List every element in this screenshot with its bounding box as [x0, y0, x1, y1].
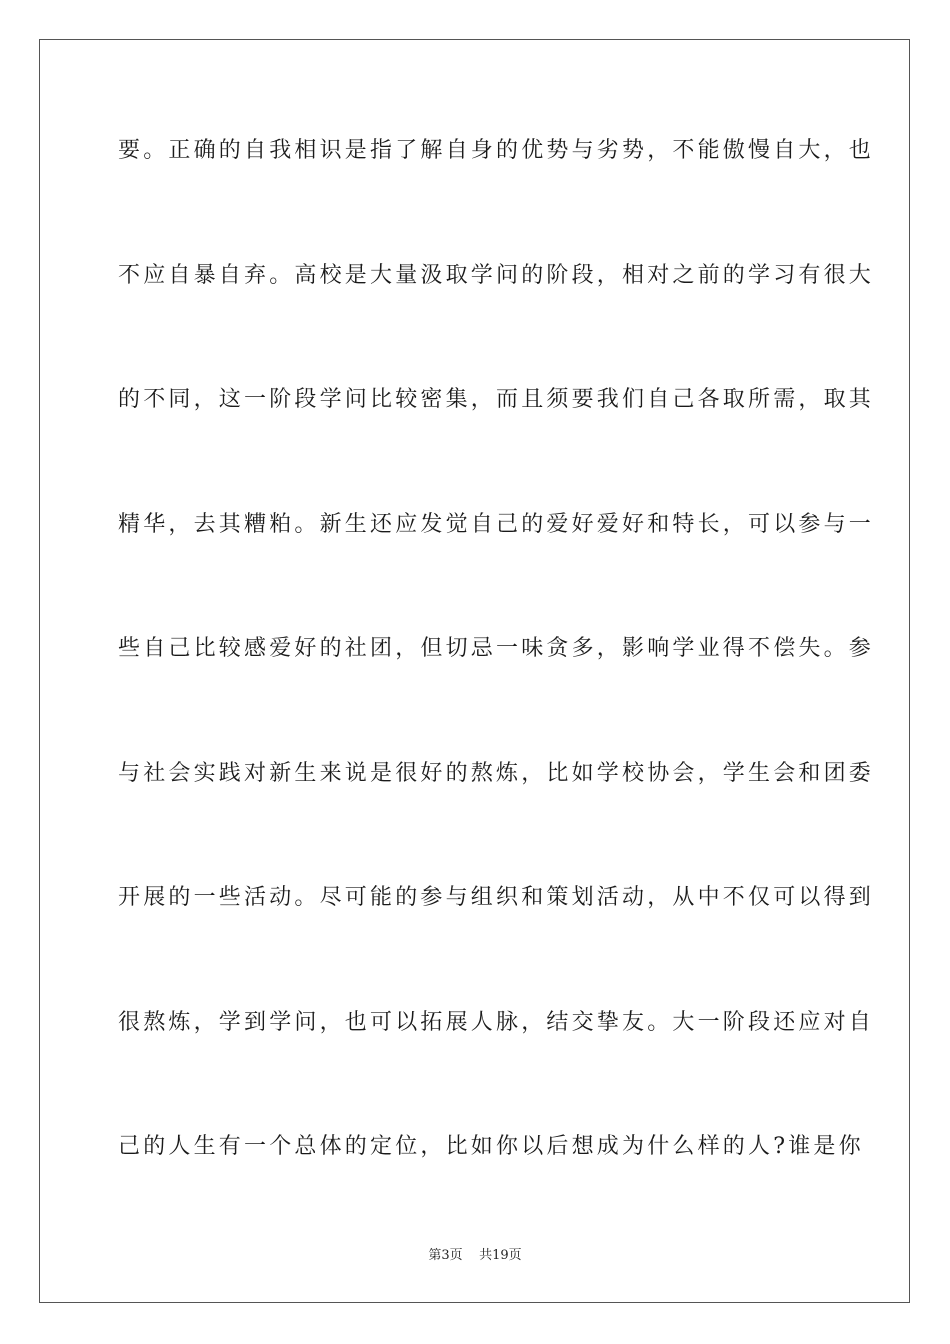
body-text-line-3: 的不同，这一阶段学问比较密集，而且须要我们自己各取所需，取其 — [118, 387, 875, 412]
body-text-line-2: 不应自暴自弃。高校是大量汲取学问的阶段，相对之前的学习有很大 — [118, 263, 875, 288]
body-text-line-7: 开展的一些活动。尽可能的参与组织和策划活动，从中不仅可以得到 — [118, 885, 875, 910]
body-text-line-4: 精华，去其糟粕。新生还应发觉自己的爱好爱好和特长，可以参与一 — [118, 512, 875, 537]
body-text-line-5: 些自己比较感爱好的社团，但切忌一味贪多，影响学业得不偿失。参 — [118, 636, 875, 661]
page-border — [39, 39, 910, 1303]
body-text-line-8: 很熬炼，学到学问，也可以拓展人脉，结交挚友。大一阶段还应对自 — [118, 1010, 875, 1035]
page-total: 共19页 — [479, 1248, 522, 1263]
body-text-line-6: 与社会实践对新生来说是很好的熬炼，比如学校协会，学生会和团委 — [118, 761, 875, 786]
body-text-line-9: 己的人生有一个总体的定位，比如你以后想成为什么样的人?谁是你 — [118, 1134, 864, 1159]
page-number: 第3页 — [428, 1248, 463, 1263]
page-footer — [0, 1244, 950, 1263]
body-text-line-1: 要。正确的自我相识是指了解自身的优势与劣势，不能傲慢自大，也 — [118, 138, 875, 163]
